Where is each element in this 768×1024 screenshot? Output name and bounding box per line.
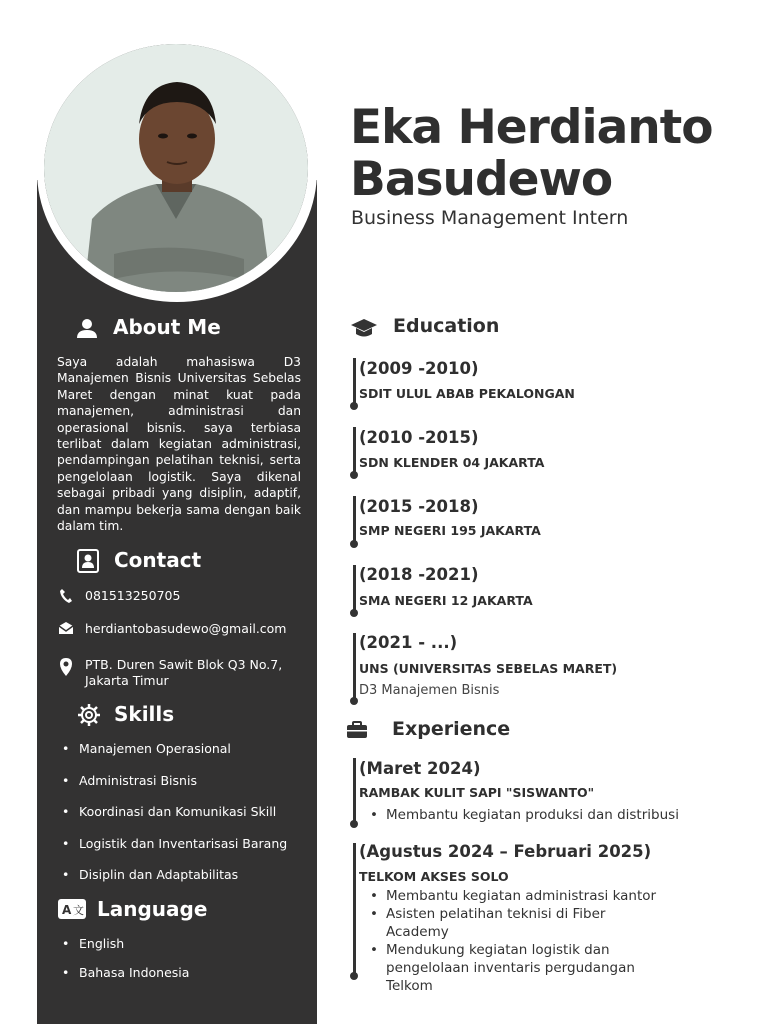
graduation-cap-icon: [350, 318, 378, 344]
about-title: About Me: [113, 315, 221, 339]
timeline-line: [353, 843, 356, 976]
edu-period: (2021 - ...): [359, 633, 458, 652]
list-item: • Administrasi Bisnis: [62, 773, 287, 805]
exp-task-list: [366, 887, 666, 995]
phone-text: 081513250705: [85, 588, 181, 603]
timeline-line: [353, 633, 356, 701]
experience-title: Experience: [392, 718, 511, 740]
skills-title: Skills: [114, 702, 175, 726]
timeline-line: [353, 427, 356, 475]
list-item: • English: [62, 936, 189, 965]
gear-icon: [77, 703, 101, 731]
timeline-dot: [350, 402, 358, 410]
job-title: Business Management Intern: [351, 207, 629, 229]
list-item: • Koordinasi dan Komunikasi Skill: [62, 804, 287, 836]
user-icon: [76, 317, 98, 343]
edu-program: D3 Manajemen Bisnis: [359, 683, 500, 698]
exp-company: RAMBAK KULIT SAPI "SISWANTO": [359, 785, 595, 800]
timeline-line: [353, 758, 356, 824]
education-title: Education: [393, 315, 500, 337]
about-text: Saya adalah mahasiswa D3 Manajemen Bisnis Universitas Sebelas Maret dengan minat kuat pada manajemen, administrasi dan operasional bisnis. saya terbiasa terlibat dalam kegiatan administrasi, pendampingan pelatihan teknisi, serta pengelolaan logistik. Saya dikenal sebagai pribadi yang disiplin, adaptif, dan mampu bekerja sama dengan baik dalam tim.: [57, 355, 301, 534]
address-text: PTB. Duren Sawit Blok Q3 No.7, Jakarta Timur: [85, 657, 283, 688]
timeline-dot: [350, 540, 358, 548]
edu-school: SDIT ULUL ABAB PEKALONGAN: [359, 386, 575, 401]
language-list: [62, 936, 189, 993]
edu-period: (2009 -2010): [359, 359, 479, 378]
edu-school: SMA NEGERI 12 JAKARTA: [359, 593, 533, 608]
email-text: herdiantobasudewo@gmail.com: [85, 621, 287, 636]
list-item: • Membantu kegiatan produksi dan distribusi: [366, 806, 696, 824]
timeline-line: [353, 358, 356, 406]
list-item: • Disiplin dan Adaptabilitas: [62, 867, 287, 899]
timeline-dot: [350, 697, 358, 705]
list-item: • Logistik dan Inventarisasi Barang: [62, 836, 287, 868]
name-line-2: Basudewo: [350, 152, 613, 207]
list-item: • Bahasa Indonesia: [62, 965, 189, 994]
list-item: • Manajemen Operasional: [62, 741, 287, 773]
exp-period: (Agustus 2024 – Februari 2025): [359, 842, 652, 861]
language-title: Language: [97, 897, 208, 921]
contact-card-icon: [77, 549, 99, 577]
translate-icon: [58, 899, 86, 923]
timeline-dot: [350, 972, 358, 980]
email-icon: [57, 621, 75, 638]
skills-list: [62, 741, 287, 899]
timeline-dot: [350, 609, 358, 617]
timeline-line: [353, 496, 356, 544]
timeline-dot: [350, 471, 358, 479]
svg-text:文: 文: [73, 904, 84, 917]
name-line-1: Eka Herdianto: [350, 100, 713, 155]
location-pin-icon: [57, 657, 75, 680]
svg-text:A: A: [62, 903, 72, 917]
profile-photo: [44, 44, 308, 292]
list-item: • Asisten pelatihan teknisi di Fiber Academy: [366, 905, 666, 941]
edu-period: (2018 -2021): [359, 565, 479, 584]
timeline-line: [353, 565, 356, 613]
contact-title: Contact: [114, 548, 202, 572]
timeline-dot: [350, 820, 358, 828]
briefcase-icon: [346, 721, 368, 743]
exp-company: TELKOM AKSES SOLO: [359, 869, 509, 884]
list-item: • Mendukung kegiatan logistik dan pengelolaan inventaris pergudangan Telkom: [366, 941, 666, 995]
edu-period: (2010 -2015): [359, 428, 479, 447]
list-item: • Membantu kegiatan administrasi kantor: [366, 887, 666, 905]
exp-period: (Maret 2024): [359, 759, 481, 778]
edu-period: (2015 -2018): [359, 497, 479, 516]
edu-school: UNS (UNIVERSITAS SEBELAS MARET): [359, 661, 618, 676]
phone-icon: [57, 588, 75, 607]
person-name: [350, 102, 713, 206]
edu-school: SMP NEGERI 195 JAKARTA: [359, 523, 541, 538]
edu-school: SDN KLENDER 04 JAKARTA: [359, 455, 545, 470]
exp-task-list: [366, 806, 696, 824]
